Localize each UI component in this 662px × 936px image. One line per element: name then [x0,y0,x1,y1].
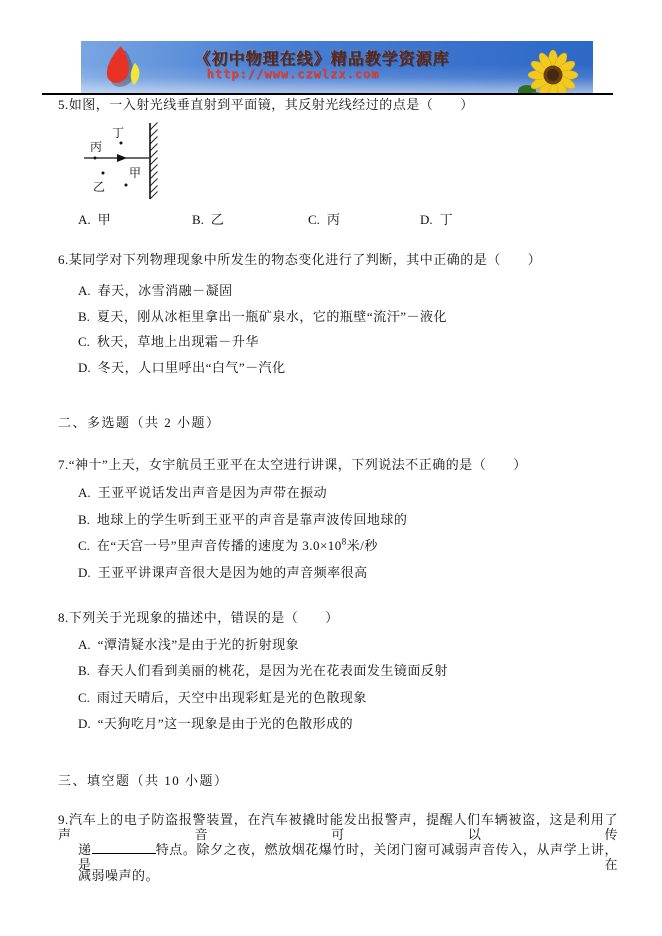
q7-option-a [78,485,327,500]
q8-option-a [78,637,299,652]
q7-option-c-letter: C. [78,538,90,553]
q5-option-c-letter: C. [308,212,320,227]
q8-option-b-letter: B. [78,663,90,678]
q6-option-d-text: 冬天，人口里呼出“白气”－汽化 [97,360,286,375]
q8-option-a-text: “潭清疑水浅”是由于光的折射现象 [97,637,300,652]
q5-option-d-text: 丁 [439,212,454,227]
point-ding [120,142,123,145]
label-yi: 乙 [92,180,106,194]
question-9-line-3: 减弱噪声的。 [78,868,160,883]
ray-arrowhead-icon [117,154,127,162]
q7-option-b-letter: B. [78,512,90,527]
site-banner [81,41,593,93]
q5-option-a-letter: A. [78,212,91,227]
q7-option-a-letter: A. [78,485,91,500]
q5-option-c-text: 丙 [326,212,341,227]
q5-option-b [192,209,224,228]
q7-option-d-letter: D. [78,565,91,580]
point-bing [94,157,97,160]
q8-option-d-text: “天狗吃月”这一现象是由于光的色散形成的 [97,716,354,731]
question-6-stem: 6.某同学对下列物理现象中所发生的物态变化进行了判断，其中正确的是（ ） [58,252,542,267]
q6-option-a-text: 春天，冰雪消融－凝固 [97,283,233,298]
q5-option-d-letter: D. [420,212,433,227]
q5-option-b-letter: B. [192,212,204,227]
question-9-line-2-post: 特点。除夕之夜，燃放烟花爆竹时，关闭门窗可减弱声音传入，从声学上讲，是在 [78,842,618,872]
q5-option-d [420,209,453,228]
section-3-heading: 三、填空题（共 10 小题） [58,773,229,788]
q7-option-b-text: 地球上的学生听到王亚平的声音是靠声波传回地球的 [96,512,408,527]
q6-option-b-letter: B. [78,309,90,324]
label-bing: 丙 [89,140,103,154]
q8-option-d-letter: D. [78,716,91,731]
q5-option-a-text: 甲 [97,212,112,227]
q6-option-b-text: 夏天，刚从冰柜里拿出一瓶矿泉水，它的瓶壁“流汗”－液化 [96,309,447,324]
question-7-stem: 7.“神十”上天，女宇航员王亚平在太空进行讲课，下列说法不正确的是（ ） [58,457,527,472]
point-yi [102,172,105,175]
q6-option-a-letter: A. [78,283,91,298]
question-9-line-1: 9.汽车上的电子防盗报警装置，在汽车被撬时能发出报警声，提醒人们车辆被盗，这是利用了声音可以传 [58,812,618,842]
question-9-line-2-pre: 递 [78,842,92,857]
q5-option-c [308,209,340,228]
q6-option-d-letter: D. [78,360,91,375]
q7-option-b [78,512,407,527]
label-jia: 甲 [128,166,142,180]
q5-mirror-diagram [72,117,167,205]
q6-option-c [78,334,259,349]
q5-option-a [78,209,111,228]
q6-option-b [78,309,447,324]
label-ding: 丁 [111,126,125,140]
q8-option-c [78,690,367,705]
q8-option-b-text: 春天人们看到美丽的桃花，是因为光在花表面发生镜面反射 [96,663,448,678]
header-divider [42,93,613,95]
q5-option-b-text: 乙 [210,212,225,227]
q6-option-c-letter: C. [78,334,90,349]
sunflower-icon [515,47,591,93]
fill-blank-underline [92,840,156,854]
point-jia [125,184,128,187]
q7-option-a-text: 王亚平说话发出声音是因为声带在振动 [97,485,328,500]
question-5-stem: 5.如图，一入射光线垂直射到平面镜，其反射光线经过的点是（ ） [58,97,474,112]
q6-option-d [78,360,286,375]
q8-option-c-text: 雨过天晴后，天空中出现彩虹是光的色散现象 [96,690,367,705]
q8-option-a-letter: A. [78,637,91,652]
q6-option-a [78,283,233,298]
banner-url: http://www.czwlzx.com [206,67,380,81]
banner-title: 《初中物理在线》精品教学资源库 [194,51,450,68]
q8-option-c-letter: C. [78,690,90,705]
q6-option-c-text: 秋天，草地上出现霜－升华 [96,334,259,349]
q7-option-c-exponent: 8 [341,536,347,547]
mirror-hatching [150,123,158,200]
q7-option-d [78,565,368,580]
q8-option-d [78,716,353,731]
q7-option-c-unit: 米/秒 [346,538,378,553]
q7-option-c [78,538,378,553]
section-2-heading: 二、多选题（共 2 小题） [58,415,221,430]
question-8-stem: 8.下列关于光现象的描述中，错误的是（ ） [58,610,339,625]
q8-option-b [78,663,448,678]
q7-option-c-text: 在“天宫一号”里声音传播的速度为 3.0×10 [96,538,342,553]
q7-option-d-text: 王亚平讲课声音很大是因为她的声音频率很高 [97,565,368,580]
